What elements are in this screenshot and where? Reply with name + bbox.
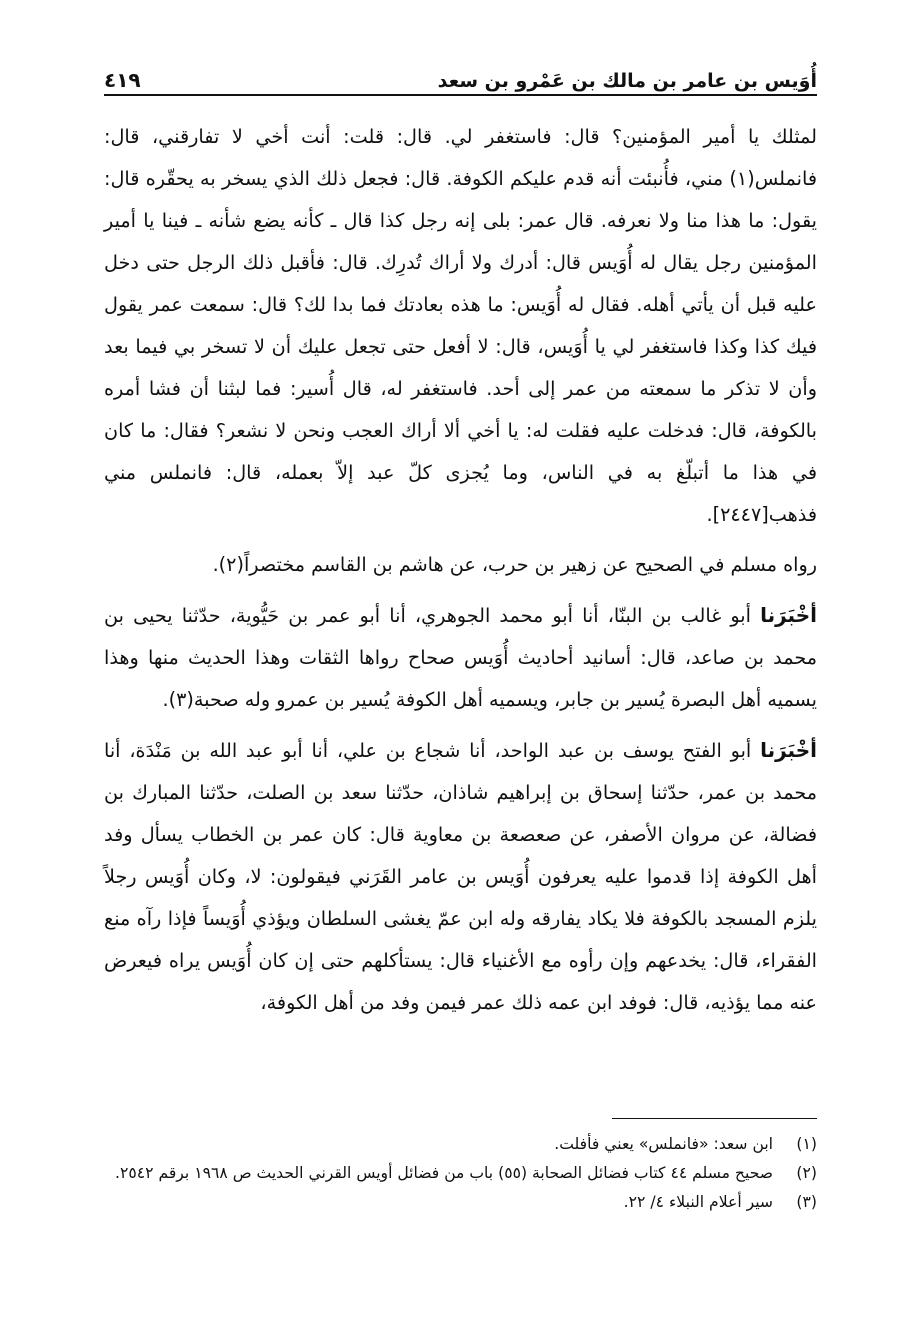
paragraph-3-lead: أخْبَرَنا (760, 603, 817, 627)
paragraph-4-text: أبو الفتح يوسف بن عبد الواحد، أنا شجاع بن علي، أنا أبو عبد الله بن مَنْدَة، أنا محمد بن عمر، حدّثنا إسحاق بن إبراهيم شاذان، حدّثنا سعد بن الصلت، حدّثنا المبارك بن فضالة، عن مروان الأصفر، عن صعصعة بن معاوية قال: كان عمر بن الخطاب يسأل وفد أهل الكوفة إذا قدموا عليه يعرفون أُوَيس بن عامر القَرَني فيقولون: لا، وكان أُوَيس رجلاً يلزم المسجد بالكوفة فلا يكاد يفارقه وله ابن عمّ يغشى السلطان ويؤذي أُوَيساً فإذا رآه منع الفقراء، قال: يخدعهم وإن رأوه مع الأغنياء قال: يستأكلهم حتى إن كان أُوَيس يراه فيعرض عنه مما يؤذيه، قال: فوفد ابن عمه ذلك عمر فيمن وفد من أهل الكوفة، (104, 739, 817, 1014)
main-text (104, 116, 817, 1024)
footnote-2 (104, 1159, 817, 1188)
paragraph-2: رواه مسلم في الصحيح عن زهير بن حرب، عن هاشم بن القاسم مختصراً(٢). (212, 553, 817, 576)
footnote-number: (٣) (796, 1193, 817, 1211)
paragraph-4-lead: أخْبَرَنا (760, 738, 817, 762)
running-title: أُوَيس بن عامر بن مالك بن عَمْرو بن سعد (437, 70, 817, 92)
footnote-number: (١) (796, 1135, 817, 1153)
paragraph-3 (104, 594, 817, 721)
header-rule (104, 94, 817, 96)
page-number: ٤١٩ (104, 68, 141, 92)
footnote-3 (104, 1188, 817, 1217)
footnote-rule (612, 1118, 817, 1119)
footnote-text: صحيح مسلم ٤٤ كتاب فضائل الصحابة (٥٥) باب من فضائل أويس القرني الحديث ص ١٩٦٨ برقم ٢٥٤٢. (115, 1164, 773, 1182)
footnote-text: سير أعلام النبلاء ٤/ ٢٢. (623, 1193, 773, 1211)
paragraph-1: لمثلك يا أمير المؤمنين؟ قال: فاستغفر لي. قال: قلت: أنت أخي لا تفارقني، قال: فانملس(١) مني، فأُنبئت أنه قدم عليكم الكوفة. قال: فجعل ذلك الذي يسخر به يحقّره قال: يقول: ما هذا منا ولا نعرفه. قال عمر: بلى إنه رجل كذا قال ـ كأنه يضع شأنه ـ فينا يا أمير المؤمنين رجل يقال له أُوَيس قال: أدرك ولا أراك تُدرِك. قال: فأقبل ذلك الرجل حتى دخل عليه قبل أن يأتي أهله. فقال له أُوَيس: ما هذه بعادتك فما بدا لك؟ قال: سمعت عمر يقول فيك كذا وكذا فاستغفر لي يا أُوَيس، قال: لا أفعل حتى تجعل عليك أن لا تسخر بي فيما بعد وأن لا تذكر ما سمعته من عمر إلى أحد. فاستغفر له، قال أُسير: فما لبثنا أن فشا أمره بالكوفة، قال: فدخلت عليه فقلت له: يا أخي ألا أراك العجب ونحن لا نشعر؟ فقال: ما كان في هذا ما أتبلّغ به في الناس، وما يُجزى كلّ عبد إلاّ بعمله، قال: فانملس مني فذهب[٢٤٤٧]. (104, 125, 817, 526)
footnotes (104, 1130, 817, 1217)
footnote-number: (٢) (796, 1164, 817, 1182)
footnote-text: ابن سعد: «فانملس» يعني فأفلت. (554, 1135, 773, 1153)
paragraph-3-text: أبو غالب بن البنّا، أنا أبو محمد الجوهري، أنا أبو عمر بن حَيُّوية، حدّثنا يحيى بن محمد بن صاعد، قال: أسانيد أحاديث أُوَيس صحاح رواها الثقات وهذا الحديث منها وهذا يسميه أهل البصرة يُسير بن جابر، ويسميه أهل الكوفة يُسير بن عمرو وله صحبة(٣). (104, 604, 817, 711)
footnote-1 (104, 1130, 817, 1159)
page-header (104, 52, 817, 92)
paragraph-4 (104, 729, 817, 1024)
